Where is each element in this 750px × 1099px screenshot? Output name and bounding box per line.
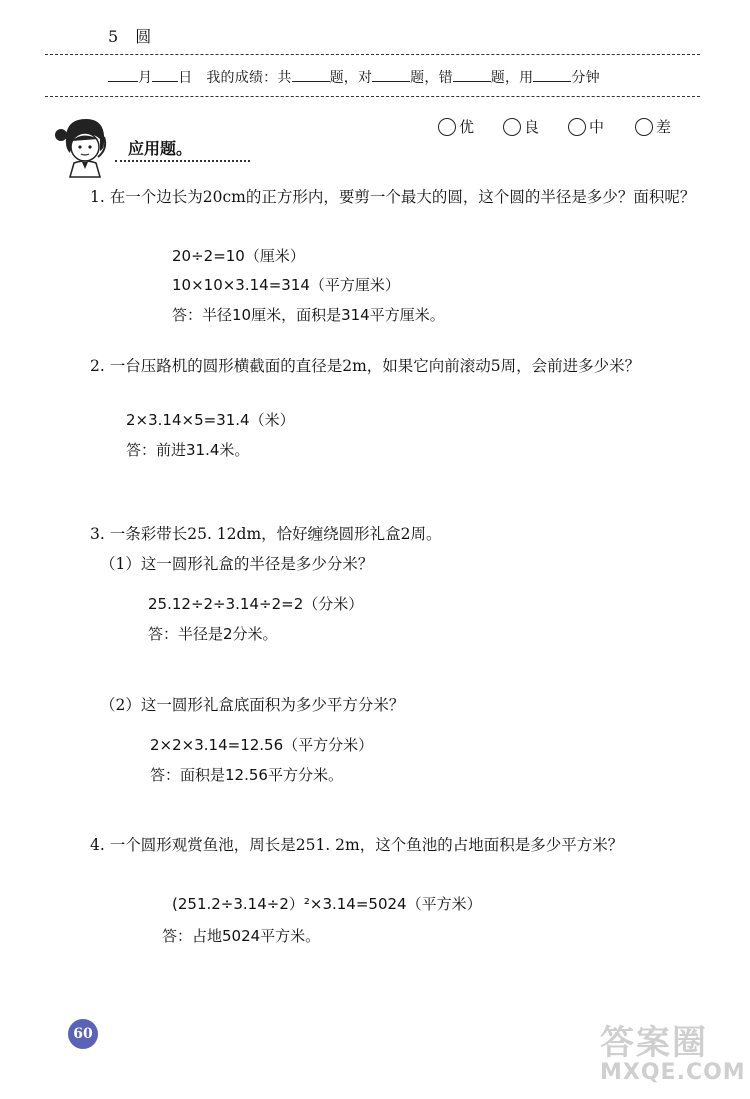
score-minutes-label: 分钟 bbox=[571, 70, 600, 86]
watermark-logo bbox=[600, 1015, 745, 1093]
chapter-number: 5 bbox=[108, 27, 119, 46]
question-3-text: 3. 一条彩带长25. 12dm，恰好缠绕圆形礼盒2周。 bbox=[90, 525, 442, 543]
grade-label: 良 bbox=[524, 118, 540, 136]
question-2-text: 2. 一台压路机的圆形横截面的直径是2m，如果它向前滚动5周，会前进多少米？ bbox=[90, 357, 641, 375]
chapter-title: 圆 bbox=[135, 27, 152, 46]
q3-1-answer: 答：半径是2分米。 bbox=[148, 625, 278, 643]
total-blank bbox=[292, 69, 330, 82]
section-title: 应用题。 bbox=[128, 139, 193, 158]
dotted-underline bbox=[115, 160, 250, 162]
grade-option-good[interactable] bbox=[503, 116, 539, 137]
question-3-part-1: （1）这一圆形礼盒的半径是多少分米？ bbox=[100, 555, 374, 573]
chapter-header bbox=[108, 24, 163, 47]
grade-label: 优 bbox=[459, 118, 475, 136]
page-number: 60 bbox=[68, 1019, 98, 1049]
watermark-url: MXQE.COM bbox=[600, 1060, 746, 1085]
score-time-label: 题，用 bbox=[490, 70, 534, 86]
q2-solution-line: 2×3.14×5=31.4（米） bbox=[126, 411, 295, 429]
q1-solution-line: 20÷2=10（厘米） bbox=[172, 247, 305, 265]
time-blank bbox=[533, 69, 571, 82]
q2-answer: 答：前进31.4米。 bbox=[126, 441, 250, 459]
top-dashed-divider bbox=[45, 54, 700, 55]
score-correct-label: 题，对 bbox=[329, 70, 373, 86]
watermark-title: 答案圈 bbox=[600, 1023, 708, 1063]
q1-answer: 答：半径10厘米，面积是314平方厘米。 bbox=[172, 306, 445, 324]
circle-icon bbox=[503, 118, 521, 136]
q4-answer: 答：占地5024平方米。 bbox=[162, 927, 321, 945]
month-label: 月 bbox=[138, 70, 153, 86]
circle-icon bbox=[568, 118, 586, 136]
question-1-text: 1. 在一个边长为20cm的正方形内，要剪一个最大的圆，这个圆的半径是多少？面积呢？ bbox=[90, 188, 696, 206]
month-blank bbox=[108, 69, 138, 82]
q3-2-solution-line: 2×2×3.14=12.56（平方分米） bbox=[150, 736, 374, 754]
grade-label: 中 bbox=[589, 118, 605, 136]
q4-solution-line: (251.2÷3.14÷2）²×3.14=5024（平方米） bbox=[172, 895, 482, 913]
grade-option-excellent[interactable] bbox=[438, 116, 474, 137]
q1-solution-line: 10×10×3.14=314（平方厘米） bbox=[172, 276, 400, 294]
circle-icon bbox=[438, 118, 456, 136]
day-blank bbox=[152, 69, 178, 82]
question-3-part-2: （2）这一圆形礼盒底面积为多少平方分米？ bbox=[100, 696, 405, 714]
girl-thinking-icon bbox=[52, 113, 118, 179]
grade-label: 差 bbox=[656, 118, 672, 136]
q3-1-solution-line: 25.12÷2÷3.14÷2=2（分米） bbox=[148, 595, 364, 613]
score-prefix: 我的成绩：共 bbox=[206, 70, 292, 86]
grade-option-poor[interactable] bbox=[635, 116, 671, 137]
day-label: 日 bbox=[178, 70, 193, 86]
score-line bbox=[108, 67, 600, 87]
question-4-text: 4. 一个圆形观赏鱼池，周长是251. 2m，这个鱼池的占地面积是多少平方米？ bbox=[90, 836, 624, 854]
wrong-blank bbox=[453, 69, 491, 82]
bottom-dashed-divider bbox=[45, 96, 700, 97]
score-wrong-label: 题，错 bbox=[410, 70, 453, 86]
correct-blank bbox=[372, 69, 410, 82]
q3-2-answer: 答：面积是12.56平方分米。 bbox=[150, 766, 343, 784]
grade-option-fair[interactable] bbox=[568, 116, 604, 137]
circle-icon bbox=[635, 118, 653, 136]
